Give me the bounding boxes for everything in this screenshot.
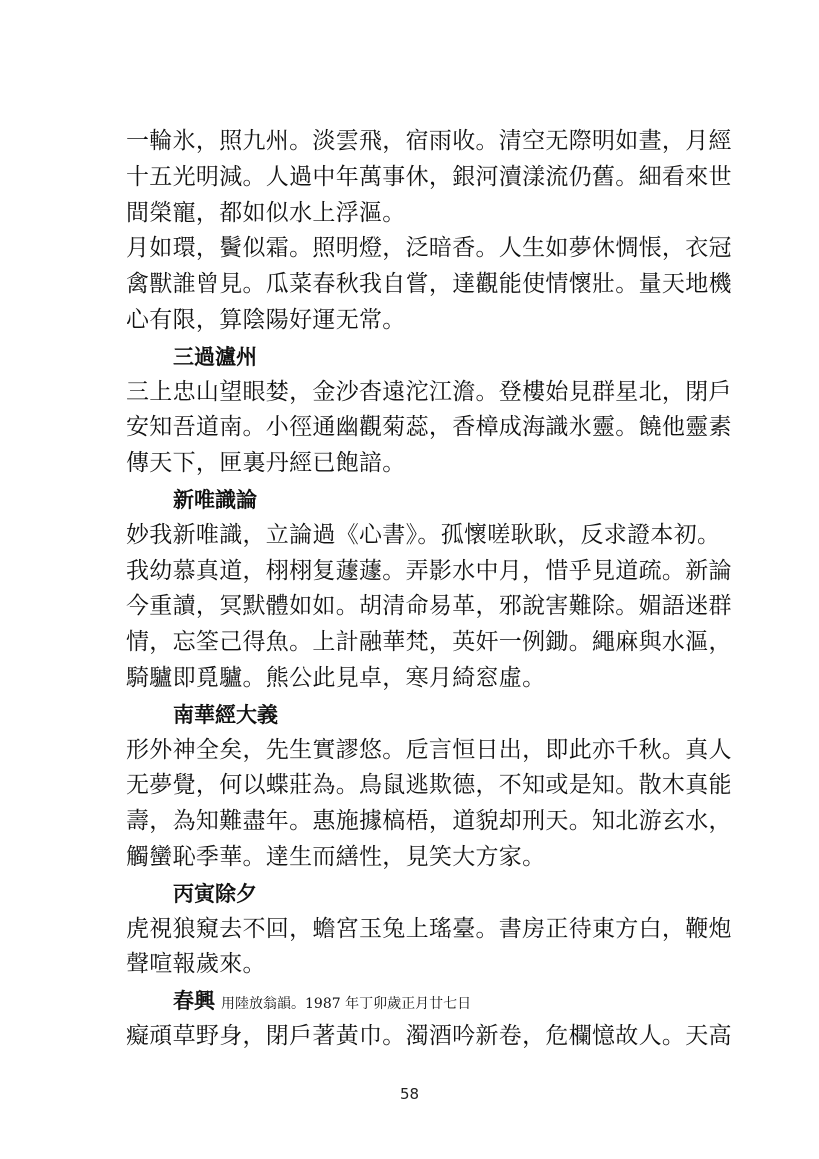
text-line: 形外神全矣，先生實謬悠。卮言恒日出，即此亦千秋。真人: [126, 736, 732, 763]
poem-continued-section: [126, 124, 732, 339]
poem-section-xin-weishi-lun: [126, 482, 732, 697]
poem-section-chunxing: [126, 983, 732, 1055]
text-line: 虎視狼窺去不回，蟾宮玉兔上瑤臺。書房正待東方白，鞭炮: [126, 915, 732, 942]
poem-note: 用陸放翁韻。1987 年丁卯歲正月廿七日: [221, 996, 472, 1013]
text-line: 禽獸誰曾見。瓜菜春秋我自嘗，達觀能使情懷壯。量天地機: [126, 271, 732, 298]
text-line: 三上忠山望眼婪，金沙杳遠沱江澹。登樓始見群星北，閉戶: [126, 378, 732, 405]
text-line: 壽，為知難盡年。惠施據槁梧，道貌却刑天。知北游玄水，: [126, 808, 732, 835]
poem-title: 丙寅除夕: [173, 880, 257, 906]
text-line: 心有限，算陰陽好運无常。: [126, 306, 406, 333]
poem-title: 春興: [173, 988, 215, 1014]
poem-text-block: [126, 124, 732, 1055]
poem-title: 新唯識論: [173, 486, 257, 512]
text-line: 癡頑草野身，閉戶著黃巾。濁酒吟新卷，危欄憶故人。天高: [126, 1022, 732, 1049]
text-line: 十五光明減。人過中年萬事休，銀河瀆漾流仍舊。細看來世: [126, 163, 732, 190]
text-line: 无夢覺，何以蝶莊為。鳥鼠逃欺德，不知或是知。散木真能: [126, 772, 732, 799]
text-line: 一輪氷，照九州。淡雲飛，宿雨收。清空无際明如晝，月經: [126, 128, 732, 154]
text-line: 觸蠻恥季華。達生而繕性，見笑大方家。: [126, 843, 546, 870]
text-line: 我幼慕真道，栩栩复蘧蘧。弄影水中月，惜乎見道疏。新論: [126, 557, 732, 584]
text-line: 月如環，鬢似霜。照明燈，泛暗香。人生如夢休惆悵，衣冠: [126, 235, 732, 262]
text-line: 情，忘筌己得魚。上計融華梵，英奸一例鋤。繩麻與水漚，: [126, 629, 732, 656]
poem-section-bingyin-chuxi: [126, 876, 732, 983]
poem-section-nanhua-jing: [126, 697, 732, 876]
text-line: 騎驢即覓驢。熊公此見卓，寒月綺窓虛。: [126, 664, 546, 691]
text-line: 聲喧報歲來。: [126, 951, 266, 978]
text-line: 間榮寵，都如似水上浮漚。: [126, 199, 406, 226]
poem-title: 南華經大義: [173, 701, 278, 727]
text-line: 妙我新唯識，立論過《心書》。孤懷嗟耿耿，反求證本初。: [126, 521, 721, 548]
page-number: 58: [399, 1085, 420, 1103]
text-line: 安知吾道南。小徑通幽觀菊蕊，香樟成海識氷靈。饒他靈素: [126, 414, 732, 441]
poem-title: 三過瀘州: [173, 343, 257, 369]
text-line: 今重讀，冥默體如如。胡清命易革，邪說害難除。媚語迷群: [126, 593, 732, 620]
poem-title-with-note: [126, 983, 726, 1019]
text-line: 傳天下，匣裏丹經已飽諳。: [126, 450, 406, 477]
poem-section-sanguo-luzhou: [126, 339, 732, 482]
